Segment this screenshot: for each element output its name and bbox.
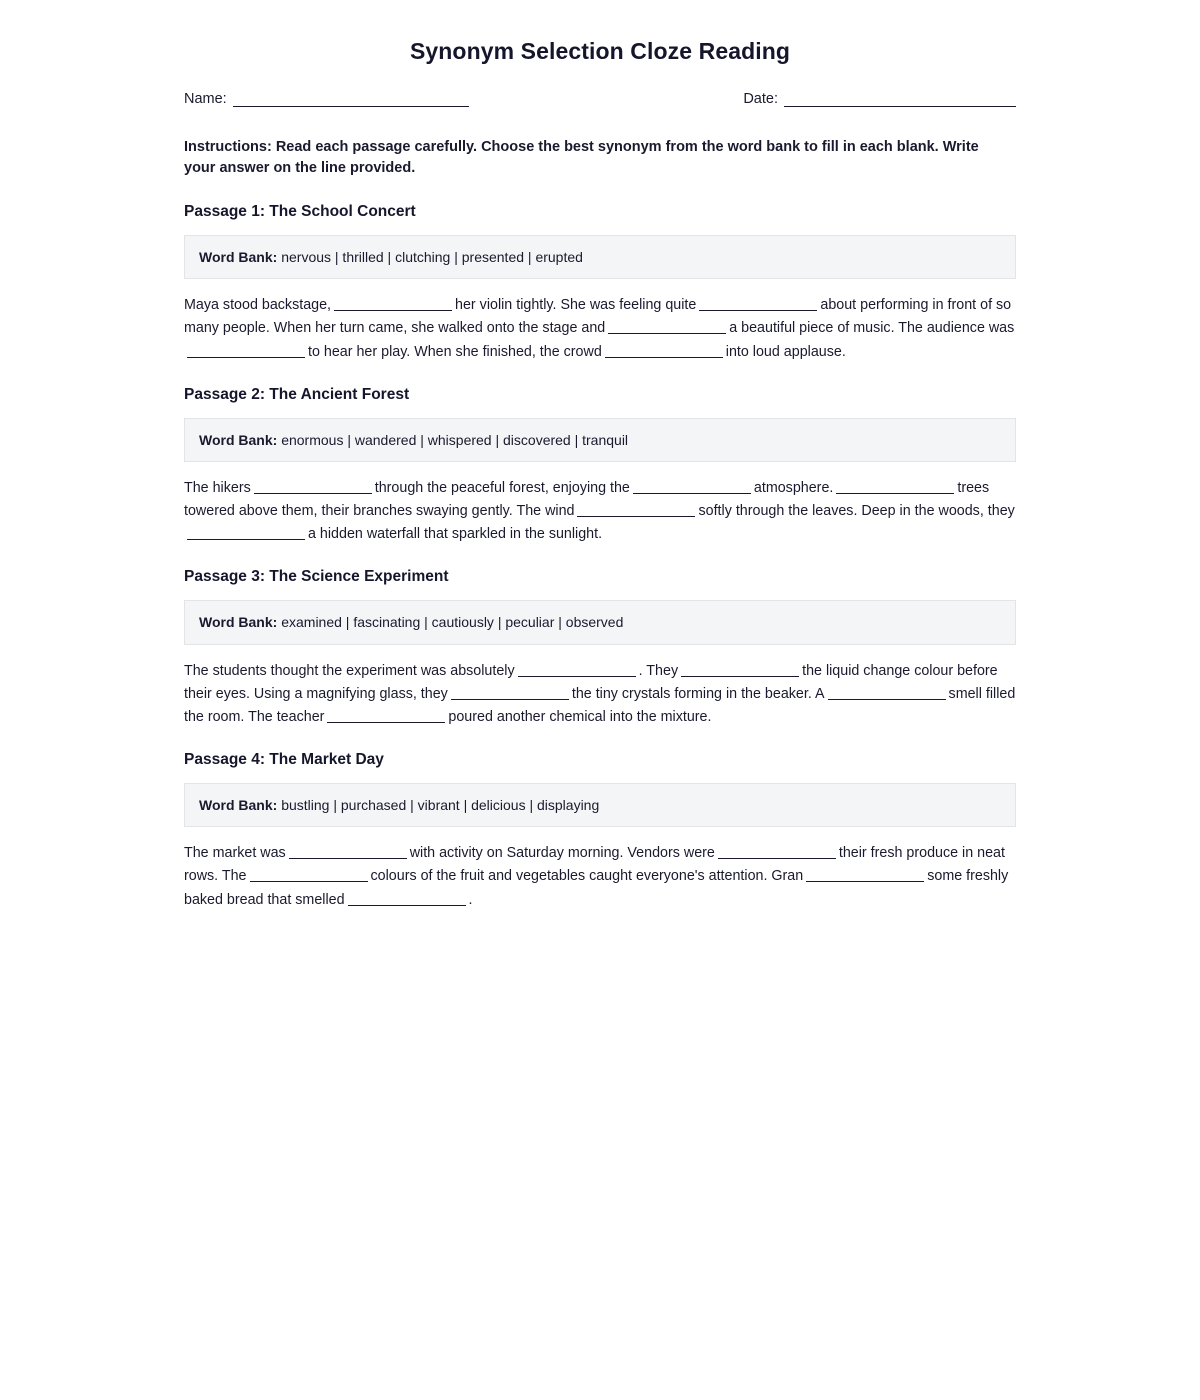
passage-segment: about performing in front of so many people. When her turn came, she walked onto the stage and (184, 297, 1012, 337)
name-date-row (184, 91, 1016, 107)
passage-segment: to hear her play. When she finished, the crowd (308, 343, 602, 360)
passage-segment: into loud applause. (725, 343, 846, 360)
word-bank (184, 235, 1016, 279)
passage-segment: softly through the leaves. Deep in the woods, they (698, 503, 1015, 520)
word-bank-label: Word Bank: (199, 431, 278, 448)
answer-blank[interactable] (334, 296, 452, 311)
passage-segment: a beautiful piece of music. The audience was (729, 320, 1015, 337)
passage-heading: Passage 1: The School Concert (184, 203, 416, 221)
passage-segment: her violin tightly. She was feeling quite (455, 297, 697, 314)
word-bank (184, 418, 1016, 462)
answer-blank[interactable] (577, 502, 695, 517)
word-bank-words: bustling | purchased | vibrant | delicious | displaying (281, 797, 600, 813)
passage-segment: through the peaceful forest, enjoying the (374, 479, 630, 496)
answer-blank[interactable] (348, 891, 466, 906)
passage-text (184, 842, 1016, 911)
passage-segment: a hidden waterfall that sparkled in the sunlight. (308, 526, 603, 543)
passage-heading: Passage 2: The Ancient Forest (184, 385, 410, 403)
passage-segment: colours of the fruit and vegetables caught everyone's attention. Gran (370, 868, 804, 885)
answer-blank[interactable] (327, 708, 445, 723)
word-bank-label: Word Bank: (199, 614, 278, 631)
passage-text (184, 477, 1016, 546)
answer-blank[interactable] (828, 685, 946, 700)
passage-text (184, 294, 1016, 363)
date-label: Date: (743, 91, 778, 107)
answer-blank[interactable] (187, 343, 305, 358)
answer-blank[interactable] (699, 296, 817, 311)
passage-segment: smell filled the room. The teacher (184, 685, 1016, 725)
passage-segment: Maya stood backstage, (184, 297, 332, 314)
passage-segment: The hikers (184, 479, 251, 496)
passage-segment: The students thought the experiment was absolutely (184, 662, 515, 679)
passage-block (184, 386, 1016, 547)
answer-blank[interactable] (681, 662, 799, 677)
word-bank-words: examined | fascinating | cautiously | peculiar | observed (281, 614, 624, 631)
name-input-line[interactable] (233, 93, 469, 107)
passage-segment: trees towered above them, their branches swaying gently. The wind (184, 479, 990, 520)
date-field[interactable] (743, 91, 1016, 107)
instructions-text: Instructions: Read each passage carefully. Choose the best synonym from the word bank to fill in each blank. Write your answer on the line provided. (184, 139, 979, 177)
passage-segment: . (468, 891, 473, 908)
passage-segment: poured another chemical into the mixture. (448, 708, 712, 725)
answer-blank[interactable] (718, 844, 836, 859)
answer-blank[interactable] (806, 867, 924, 882)
passage-heading: Passage 4: The Market Day (184, 751, 384, 768)
passage-segment: atmosphere. (753, 479, 834, 496)
word-bank (184, 600, 1016, 644)
answer-blank[interactable] (451, 685, 569, 700)
passage-block (184, 203, 1016, 364)
word-bank (184, 783, 1016, 827)
passage-segment: some freshly baked bread that smelled (184, 868, 1009, 908)
passage-segment: the liquid change colour before their eyes. Using a magnifying glass, they (184, 662, 998, 702)
answer-blank[interactable] (518, 662, 636, 677)
passage-segment: . They (638, 662, 679, 679)
answer-blank[interactable] (250, 867, 368, 882)
answer-blank[interactable] (605, 343, 723, 358)
answer-blank[interactable] (289, 844, 407, 859)
answer-blank[interactable] (608, 319, 726, 334)
name-label: Name: (184, 91, 227, 107)
word-bank-words: nervous | thrilled | clutching | presented | erupted (281, 249, 583, 266)
name-field[interactable] (184, 91, 469, 107)
word-bank-words: enormous | wandered | whispered | discovered | tranquil (281, 431, 629, 448)
passage-text (184, 660, 1016, 729)
passage-segment: the tiny crystals forming in the beaker. A (571, 685, 825, 702)
date-input-line[interactable] (784, 93, 1016, 107)
answer-blank[interactable] (187, 525, 305, 540)
passage-block (184, 751, 1016, 912)
passage-segment: with activity on Saturday morning. Vendors were (409, 845, 715, 862)
word-bank-label: Word Bank: (199, 249, 278, 266)
answer-blank[interactable] (633, 479, 751, 494)
word-bank-label: Word Bank: (199, 797, 278, 813)
passage-segment: The market was (184, 845, 286, 862)
page-title: Synonym Selection Cloze Reading (409, 38, 791, 64)
passage-block (184, 568, 1016, 729)
passage-segment: their fresh produce in neat rows. The (184, 845, 1005, 885)
answer-blank[interactable] (254, 479, 372, 494)
answer-blank[interactable] (836, 479, 954, 494)
passage-heading: Passage 3: The Science Experiment (184, 568, 449, 586)
